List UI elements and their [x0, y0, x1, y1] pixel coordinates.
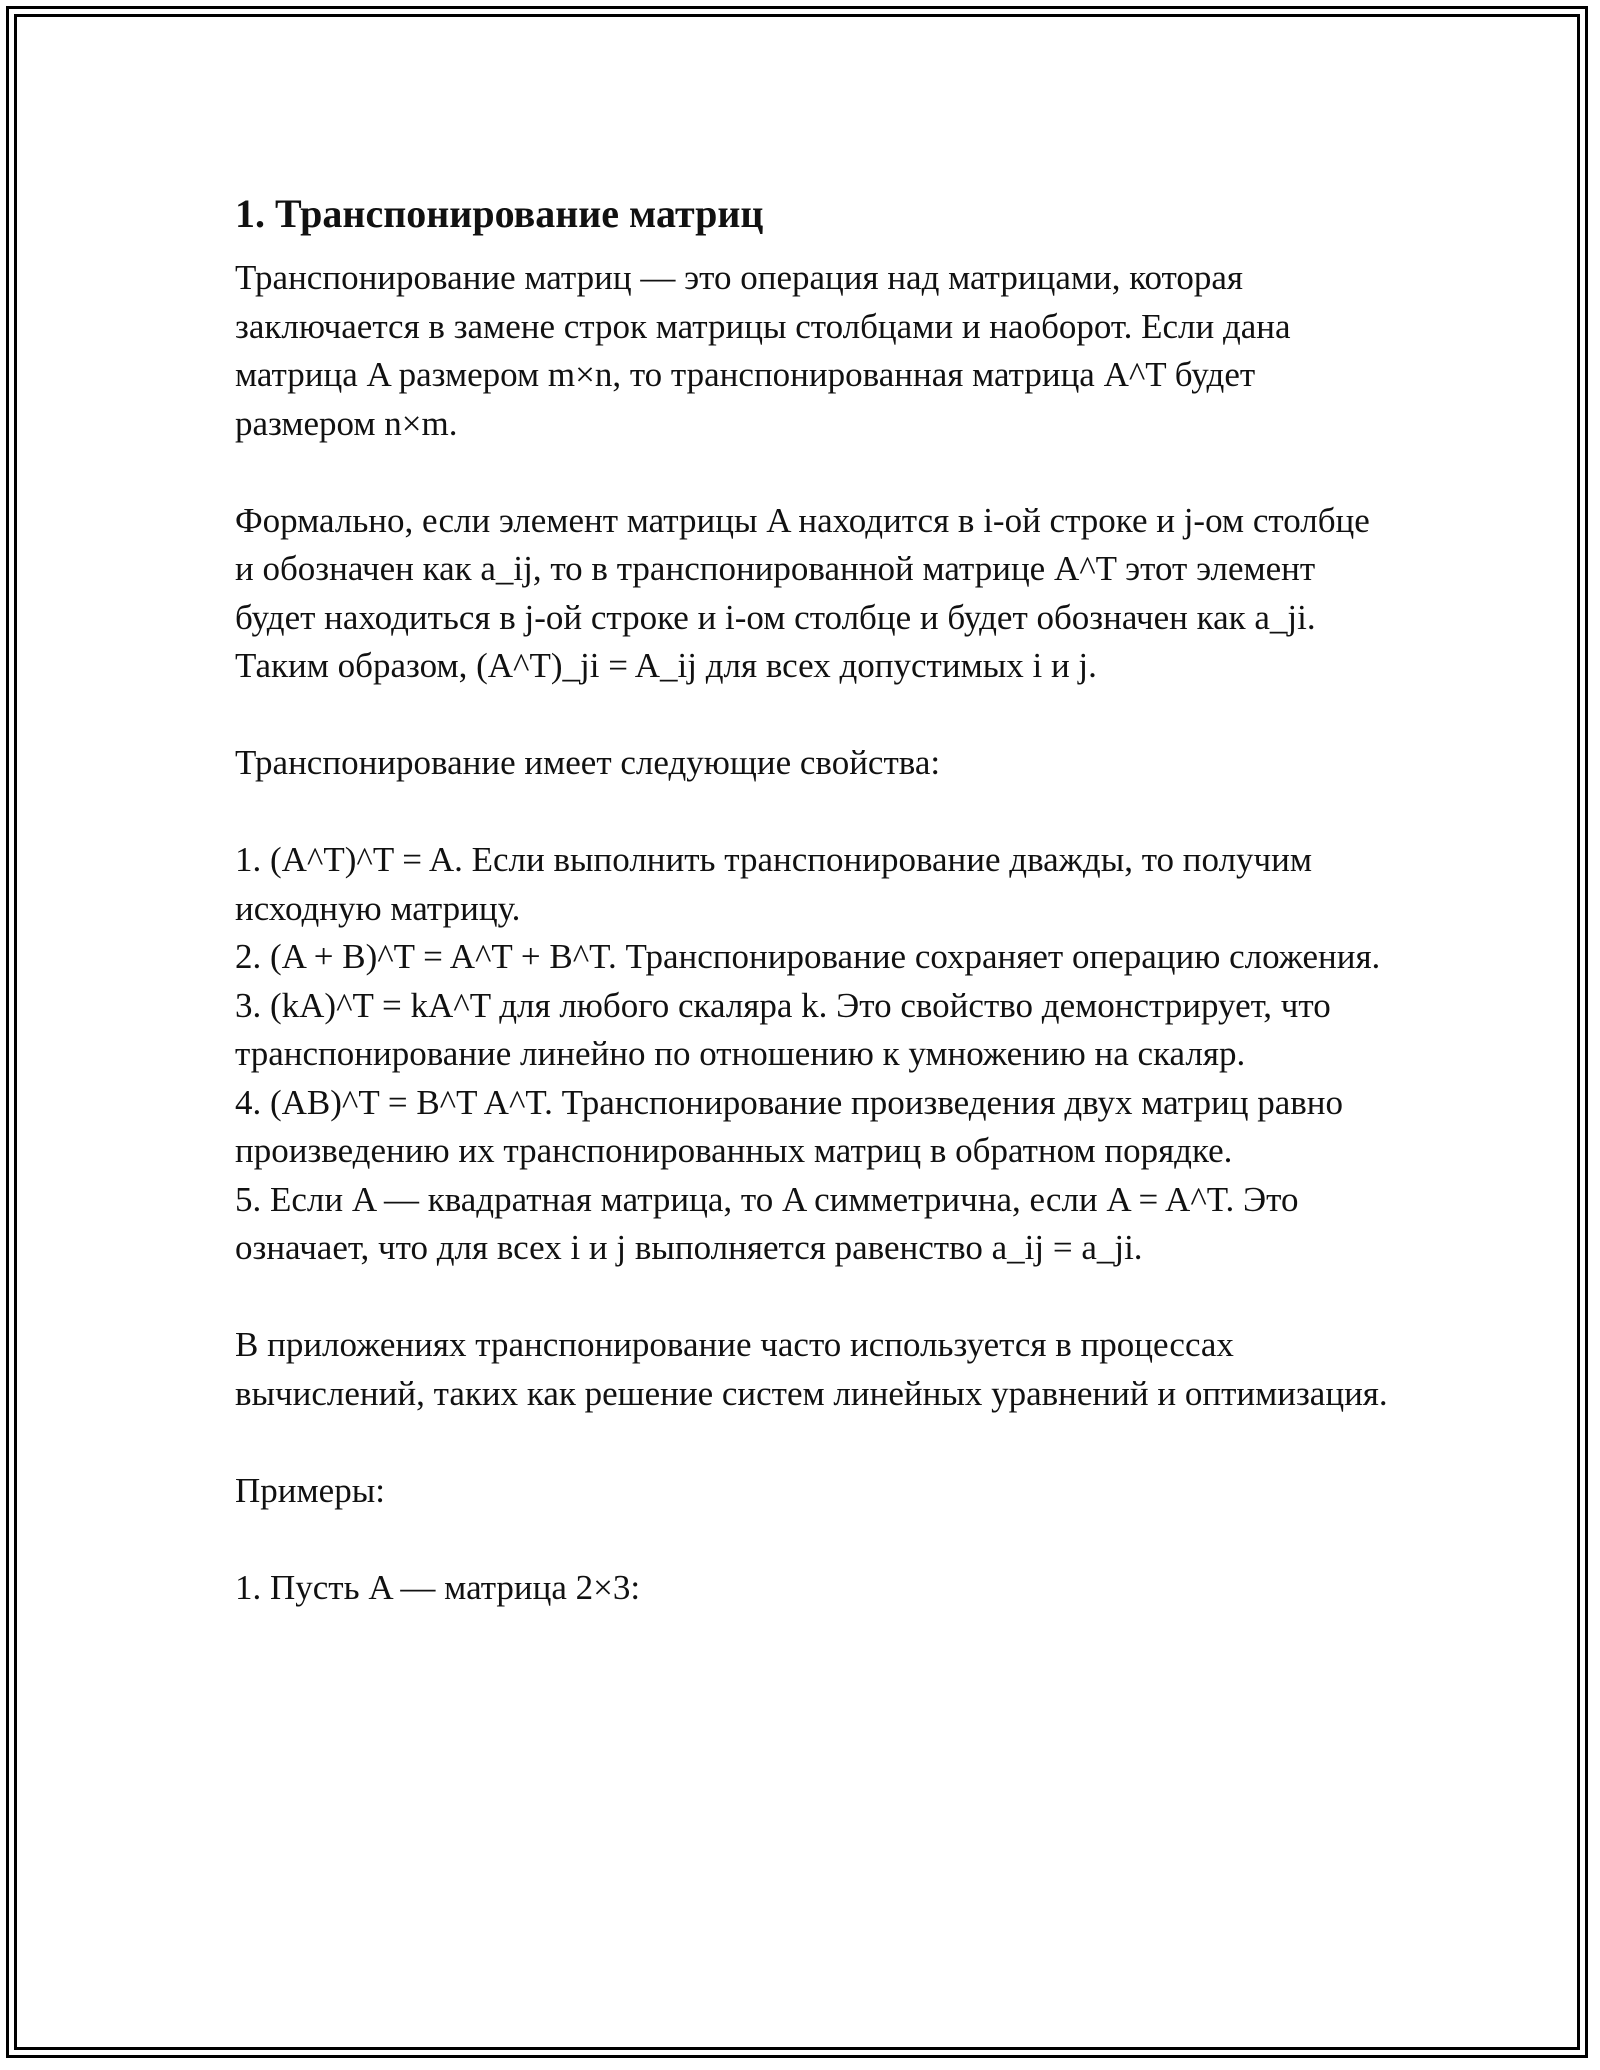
applications-paragraph: В приложениях транспонирование часто используется в процессах вычислений, таких как решение систем линейных уравнений и оптимизация.	[235, 1325, 1388, 1413]
example-1: 1. Пусть A — матрица 2×3:	[235, 1567, 641, 1607]
document-body	[235, 186, 1395, 1612]
property-item-4: 4. (AB)^T = B^T A^T. Транспонирование произведения двух матриц равно произведению их транспонированных матриц в обратном порядке.	[235, 1082, 1344, 1170]
spacer	[235, 1273, 1395, 1322]
formal-definition-paragraph: Формально, если элемент матрицы A находится в i-ой строке и j-ом столбце и обозначен как a_ij, то в транспонированной матрице A^T этот элемент будет находиться в j-ой строке и i-ом столбце и будет обозначен как a_ji. Таким образом, (A^T)_ji = A_ij для всех допустимых i и j.	[235, 500, 1370, 685]
spacer	[235, 448, 1395, 497]
examples-label: Примеры:	[235, 1470, 385, 1510]
properties-intro: Транспонирование имеет следующие свойства:	[235, 743, 941, 782]
spacer	[235, 1418, 1395, 1467]
property-item-2: 2. (A + B)^T = A^T + B^T. Транспонирование сохраняет операцию сложения.	[235, 937, 1381, 976]
spacer	[235, 1515, 1395, 1564]
property-item-5: 5. Если A — квадратная матрица, то A симметрична, если A = A^T. Это означает, что для всех i и j выполняется равенство a_ij = a_ji.	[235, 1179, 1299, 1267]
section-heading: 1. Транспонирование матриц	[235, 191, 764, 236]
intro-paragraph: Транспонирование матриц — это операция над матрицами, которая заключается в замене строк матрицы столбцами и наоборот. Если дана матрица A размером m×n, то транспонированная матрица A^T будет размером n×m.	[235, 258, 1291, 443]
property-item-1: 1. (A^T)^T = A. Если выполнить транспонирование дважды, то получим исходную матрицу.	[235, 840, 1313, 928]
spacer	[235, 788, 1395, 837]
spacer	[235, 691, 1395, 740]
properties-list	[235, 836, 1395, 1273]
property-item-3: 3. (kA)^T = kA^T для любого скаляра k. Это свойство демонстрирует, что транспонирование линейно по отношению к умножению на скаляр.	[235, 985, 1331, 1073]
